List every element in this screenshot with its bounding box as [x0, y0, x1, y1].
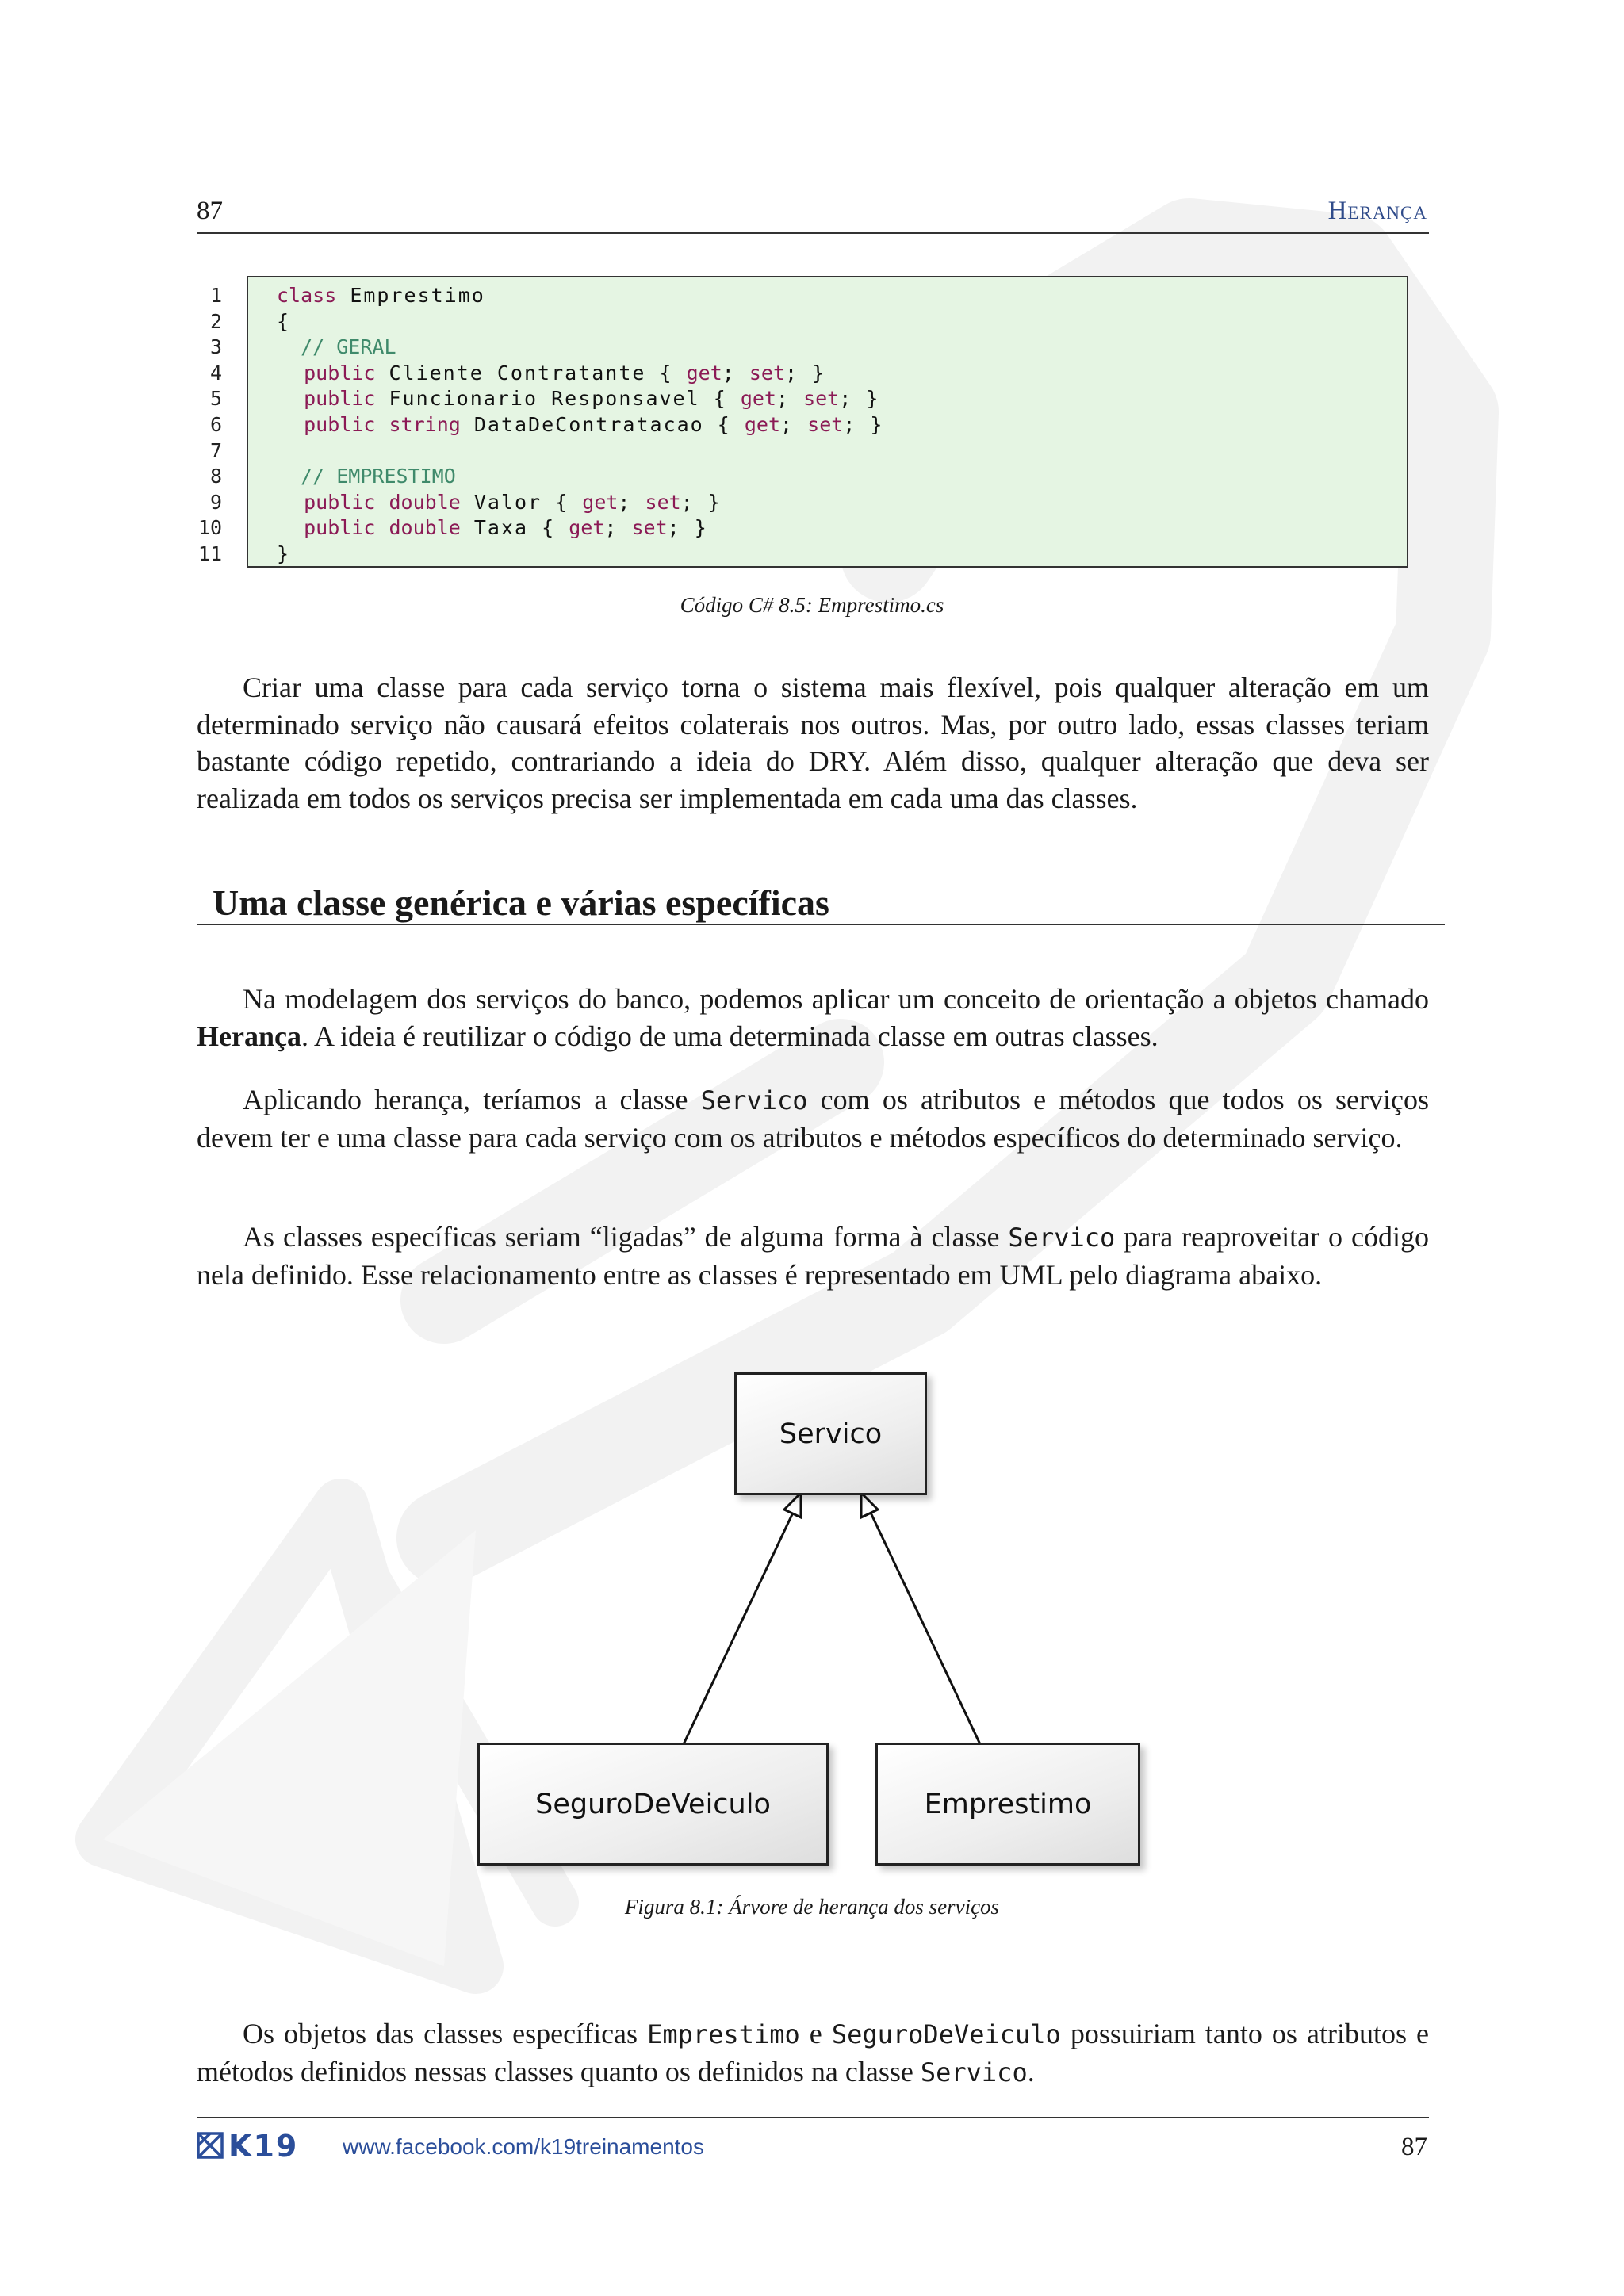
- line-number: 2: [209, 309, 222, 333]
- code-keyword: public: [304, 387, 376, 411]
- code-keyword: public: [304, 490, 376, 514]
- code-keyword: class: [277, 284, 337, 307]
- code-keyword: get: [582, 490, 619, 514]
- line-number: 3: [209, 335, 222, 359]
- paragraph-text: possuiriam tanto os atributos e métodos definidos nessas classes quanto os definidos na classe: [197, 2018, 1429, 2087]
- footer-page-number: 87: [1401, 2133, 1427, 2161]
- uml-class-segurodeveiculo: SeguroDeVeiculo: [477, 1743, 829, 1866]
- line-number: 1: [209, 284, 222, 307]
- paragraph-text: para reaproveitar o código nela definido. Esse relacionamento entre as classes é representado em UML pelo diagrama abaixo.: [197, 1221, 1429, 1291]
- code-comment: // GERAL: [277, 335, 396, 359]
- inline-code: Emprestimo: [647, 2019, 800, 2049]
- code-keyword: get: [740, 387, 776, 411]
- line-number: 7: [209, 438, 222, 462]
- code-comment: // EMPRESTIMO: [277, 465, 456, 488]
- code-text: Emprestimo: [336, 284, 485, 307]
- code-text: {: [277, 309, 291, 333]
- paragraph-flexibility: Criar uma classe para cada serviço torna o sistema mais flexível, pois qualquer alteração em um determinado serviço não causará efeitos colaterais nos outros. Mas, por outro lado, essas classes teriam bastante código repetido, contrariando a ideia do DRY. Além disso, qualquer alteração que deva ser realizada em todos os serviços precisa ser implementada em cada uma das classes.: [197, 672, 1429, 814]
- code-keyword: set: [645, 490, 681, 514]
- arrow-seguro-to-servico: [684, 1513, 793, 1744]
- arrow-emprestimo-to-servico: [871, 1513, 980, 1744]
- code-text: ;: [618, 490, 645, 514]
- inline-code: Servico: [920, 2057, 1028, 2087]
- code-text: }: [277, 542, 291, 565]
- paragraph-text: e: [799, 2018, 832, 2049]
- code-text: Taxa {: [460, 516, 569, 540]
- code-text: ; }: [843, 413, 884, 436]
- section-title: Uma classe genérica e várias específicas: [213, 882, 829, 923]
- paragraph-objects: [197, 2015, 1429, 2091]
- code-text: ;: [780, 413, 808, 436]
- paragraph-text: Aplicando herança, teríamos a classe: [243, 1084, 701, 1115]
- code-keyword: set: [631, 516, 668, 540]
- code-text: ; }: [839, 387, 880, 411]
- paragraph-text: Na modelagem dos serviços do banco, podemos aplicar um conceito de orientação a objetos chamado: [243, 983, 1429, 1015]
- line-number: 11: [197, 542, 222, 565]
- code-keyword: public: [304, 361, 376, 385]
- code-keyword: set: [803, 387, 840, 411]
- code-caption: Código C# 8.5: Emprestimo.cs: [680, 593, 944, 617]
- inline-code: SeguroDeVeiculo: [831, 2019, 1061, 2049]
- code-keyword: get: [744, 413, 781, 436]
- figure-caption: Figura 8.1: Árvore de herança dos serviços: [624, 1895, 1000, 1919]
- line-number: 10: [197, 516, 222, 540]
- code-text: DataDeContratacao {: [460, 413, 745, 436]
- uml-class-emprestimo: Emprestimo: [875, 1743, 1140, 1866]
- code-keyword: double: [389, 516, 461, 540]
- code-keyword: get: [569, 516, 605, 540]
- line-number: 9: [209, 490, 222, 514]
- line-number: 8: [209, 465, 222, 488]
- line-number: 5: [209, 387, 222, 411]
- header-chapter-title: Herança: [1327, 197, 1427, 225]
- footer-facebook-link[interactable]: www.facebook.com/k19treinamentos: [343, 2134, 704, 2159]
- code-keyword: get: [686, 361, 722, 385]
- code-keyword: public: [304, 516, 376, 540]
- paragraph-text: com os atributos e métodos que todos os serviços devem ter e uma classe para cada serviço com os atributos e métodos específicos do determinado serviço.: [197, 1084, 1429, 1154]
- code-keyword: set: [749, 361, 786, 385]
- arrowhead: [784, 1493, 801, 1517]
- line-number: 4: [209, 361, 222, 385]
- code-text: Valor {: [460, 490, 583, 514]
- line-number: 6: [209, 413, 222, 436]
- header-page-number: 87: [197, 197, 223, 225]
- code-keyword: string: [389, 413, 461, 436]
- inline-code: Servico: [700, 1085, 808, 1115]
- paragraph-text: As classes específicas seriam “ligadas” de alguma forma à classe: [243, 1221, 1009, 1253]
- code-text: ;: [776, 387, 804, 411]
- code-text: ;: [604, 516, 632, 540]
- code-text: ; }: [785, 361, 826, 385]
- logo-text: K19: [228, 2131, 299, 2160]
- code-keyword: double: [389, 490, 461, 514]
- code-text: Funcionario Responsavel {: [375, 387, 741, 411]
- code-text: ; }: [680, 490, 722, 514]
- paragraph-text: . A ideia é reutilizar o código de uma determinada classe em outras classes.: [301, 1020, 1159, 1052]
- k19-logo: [197, 2131, 320, 2160]
- footer-divider: [197, 2117, 1429, 2118]
- arrowhead: [861, 1493, 878, 1517]
- code-text: ;: [722, 361, 749, 385]
- bold-term: Herança: [197, 1020, 301, 1052]
- inline-code: Servico: [1008, 1223, 1116, 1253]
- paragraph-text: .: [1027, 2055, 1035, 2087]
- code-text: ; }: [667, 516, 708, 540]
- uml-class-servico: Servico: [734, 1372, 927, 1495]
- code-keyword: set: [807, 413, 844, 436]
- code-text: Cliente Contratante {: [375, 361, 687, 385]
- code-keyword: public: [304, 413, 376, 436]
- paragraph-text: Os objetos das classes específicas: [243, 2018, 648, 2049]
